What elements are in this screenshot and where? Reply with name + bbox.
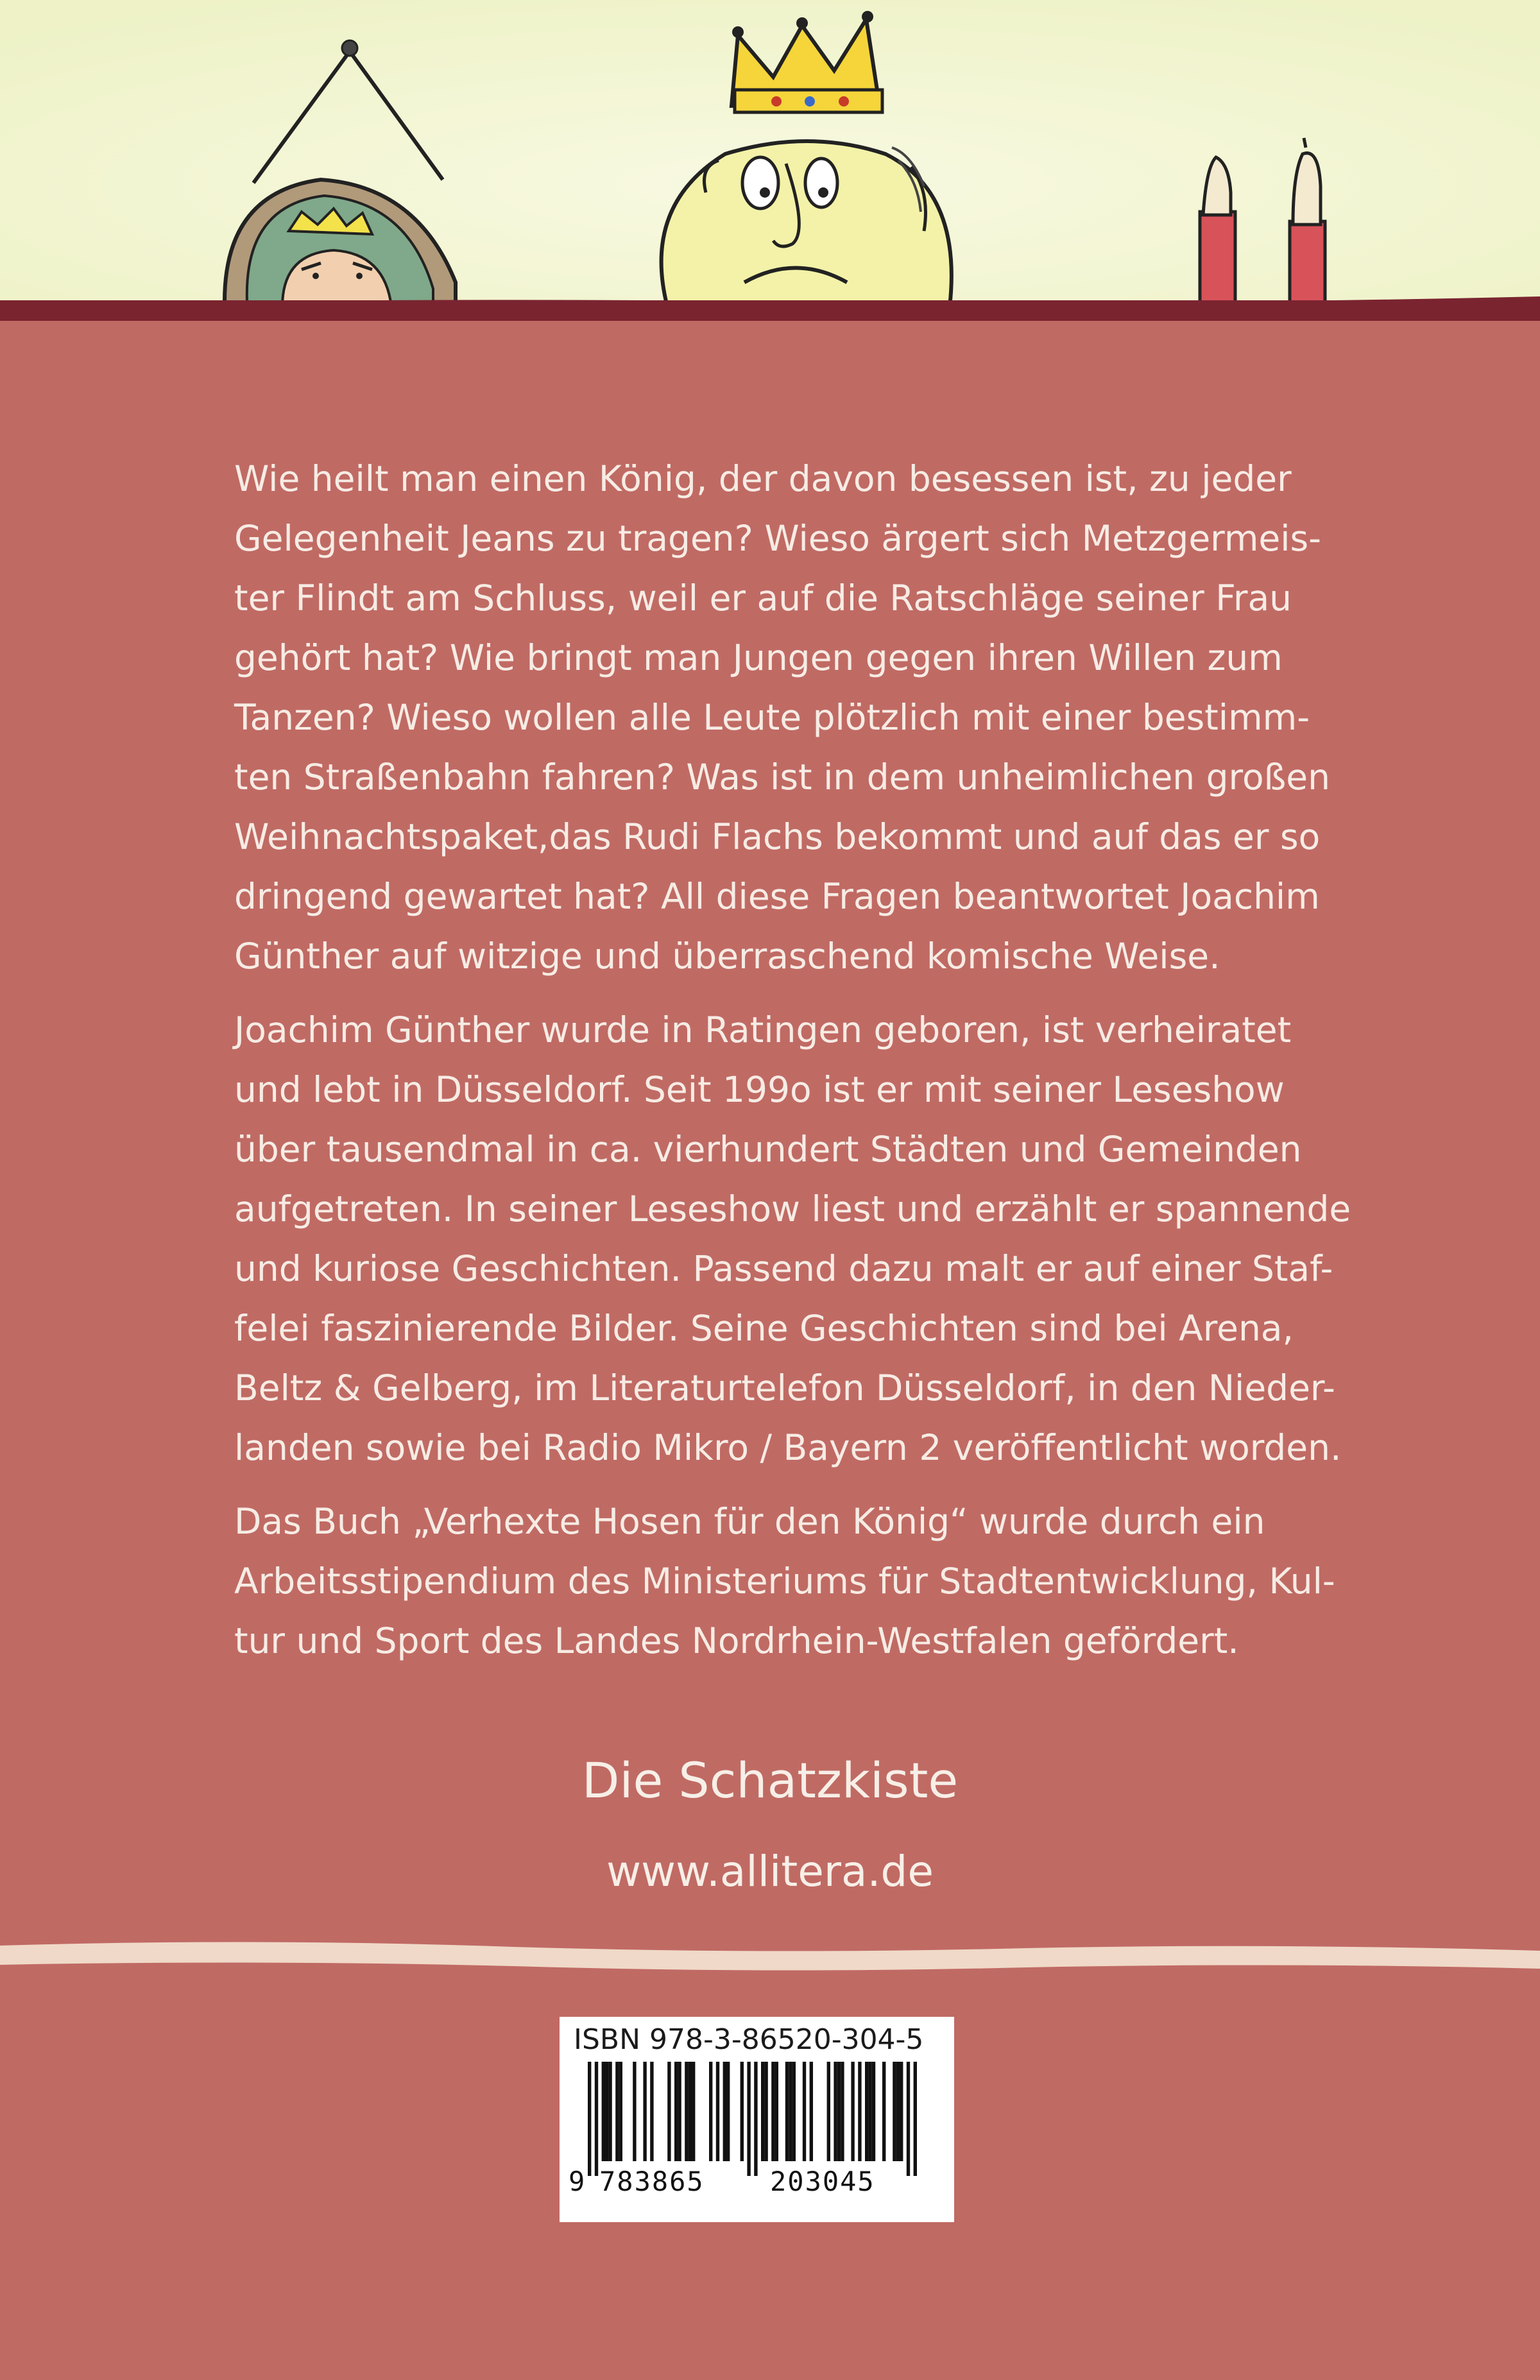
barcode-bar bbox=[827, 2062, 830, 2161]
author-bio-paragraph bbox=[234, 1000, 1351, 1478]
barcode-bar bbox=[872, 2062, 875, 2161]
barcode-bar bbox=[841, 2062, 844, 2161]
barcode-bar bbox=[789, 2062, 792, 2161]
ean-right-digits: 203045 bbox=[770, 2166, 875, 2197]
blurb-line: Günther auf witzige und überraschend komische Weise. bbox=[234, 936, 1220, 977]
barcode-bar bbox=[775, 2062, 778, 2161]
barcode-bar bbox=[689, 2062, 692, 2161]
barcode-bar bbox=[851, 2062, 854, 2161]
barcode-bar bbox=[868, 2062, 871, 2161]
barcode-bar bbox=[716, 2062, 719, 2161]
series-name: Die Schatzkiste bbox=[581, 1752, 959, 1809]
funding-paragraph bbox=[234, 1492, 1335, 1671]
bio-line: felei faszinierende Bilder. Seine Geschichten sind bei Arena, bbox=[234, 1308, 1294, 1349]
publisher-website[interactable]: www.allitera.de bbox=[606, 1847, 934, 1896]
barcode-bar bbox=[900, 2062, 903, 2161]
funding-line: Das Buch „Verhexte Hosen für den König“ wurde durch ein bbox=[234, 1501, 1265, 1542]
barcode-bar bbox=[615, 2062, 619, 2161]
barcode-bar bbox=[740, 2062, 744, 2161]
wavy-divider bbox=[0, 1931, 1540, 1983]
barcode-bar bbox=[595, 2062, 598, 2176]
barcode-bar bbox=[667, 2062, 671, 2161]
barcode-bar bbox=[674, 2062, 678, 2161]
barcode-bar bbox=[588, 2062, 591, 2176]
barcode-bar bbox=[754, 2062, 757, 2176]
barcode-bar bbox=[837, 2062, 841, 2161]
barcode-bar bbox=[761, 2062, 764, 2161]
blurb-line: Wie heilt man einen König, der davon besessen ist, zu jeder bbox=[234, 458, 1292, 499]
barcode-bar bbox=[914, 2062, 917, 2176]
barcode-bar bbox=[810, 2062, 813, 2161]
barcode-bar bbox=[608, 2062, 612, 2161]
barcode-bar bbox=[771, 2062, 774, 2161]
funding-line: tur und Sport des Landes Nordrhein-Westfalen gefördert. bbox=[234, 1620, 1239, 1661]
bio-line: und kuriose Geschichten. Passend dazu malt er auf einer Staf- bbox=[234, 1248, 1333, 1289]
isbn-barcode bbox=[560, 2017, 954, 2222]
bio-line: landen sowie bei Radio Mikro / Bayern 2 veröffentlicht worden. bbox=[234, 1427, 1342, 1468]
ean-first-digit: 9 bbox=[569, 2166, 585, 2197]
barcode-bar bbox=[882, 2062, 886, 2161]
bio-line: über tausendmal in ca. vierhundert Städten und Gemeinden bbox=[234, 1129, 1302, 1170]
barcode-bar bbox=[896, 2062, 900, 2161]
barcode-bar bbox=[834, 2062, 837, 2161]
barcode-bar bbox=[803, 2062, 806, 2161]
bio-line: und lebt in Düsseldorf. Seit 199o ist er mit seiner Leseshow bbox=[234, 1069, 1285, 1110]
barcode-bar bbox=[723, 2062, 726, 2161]
barcode-bar bbox=[692, 2062, 695, 2161]
barcode-bar bbox=[633, 2062, 636, 2161]
ean-left-digits: 783865 bbox=[599, 2166, 705, 2197]
blurb-text bbox=[234, 449, 1351, 1685]
barcode-bar bbox=[747, 2062, 750, 2176]
blurb-line: ten Straßenbahn fahren? Was ist in dem unheimlichen großen bbox=[234, 757, 1330, 798]
barcode-bar bbox=[605, 2062, 608, 2161]
blurb-line: dringend gewartet hat? All diese Fragen beantwortet Joachim bbox=[234, 876, 1320, 917]
barcode-bar bbox=[858, 2062, 861, 2161]
bio-line: Beltz & Gelberg, im Literaturtelefon Düsseldorf, in den Nieder- bbox=[234, 1367, 1335, 1408]
barcode-bar bbox=[709, 2062, 712, 2161]
blurb-line: Weihnachtspaket,das Rudi Flachs bekommt und auf das er so bbox=[234, 816, 1321, 857]
bio-line: Joachim Günther wurde in Ratingen geboren, ist verheiratet bbox=[234, 1009, 1292, 1050]
cover-illustration bbox=[0, 0, 1540, 321]
bio-line: aufgetreten. In seiner Leseshow liest und erzählt er spannende bbox=[234, 1188, 1351, 1229]
barcode-bar bbox=[785, 2062, 789, 2161]
blurb-line: Tanzen? Wieso wollen alle Leute plötzlich mit einer bestimm- bbox=[234, 697, 1310, 738]
funding-line: Arbeitsstipendium des Ministeriums für Stadtentwicklung, Kul- bbox=[234, 1561, 1335, 1602]
barcode-bar bbox=[619, 2062, 622, 2161]
barcode-bar bbox=[726, 2062, 730, 2161]
barcode-bar bbox=[602, 2062, 605, 2161]
barcode-bar bbox=[643, 2062, 646, 2161]
blurb-paragraph-1 bbox=[234, 449, 1330, 986]
barcode-bar bbox=[650, 2062, 653, 2161]
barcode-bar bbox=[907, 2062, 910, 2176]
barcode-bar bbox=[685, 2062, 688, 2161]
blurb-line: Gelegenheit Jeans zu tragen? Wieso ärgert sich Metzgermeis- bbox=[234, 518, 1322, 559]
blurb-line: gehört hat? Wie bringt man Jungen gegen ihren Willen zum bbox=[234, 637, 1283, 678]
barcode-bar bbox=[792, 2062, 796, 2161]
barcode-bar bbox=[865, 2062, 868, 2161]
barcode-bar bbox=[678, 2062, 681, 2161]
isbn-label: ISBN 978-3-86520-304-5 bbox=[574, 2023, 924, 2056]
barcode-bar bbox=[764, 2062, 767, 2161]
blurb-line: ter Flindt am Schluss, weil er auf die Ratschläge seiner Frau bbox=[234, 578, 1292, 619]
barcode-bar bbox=[893, 2062, 896, 2161]
